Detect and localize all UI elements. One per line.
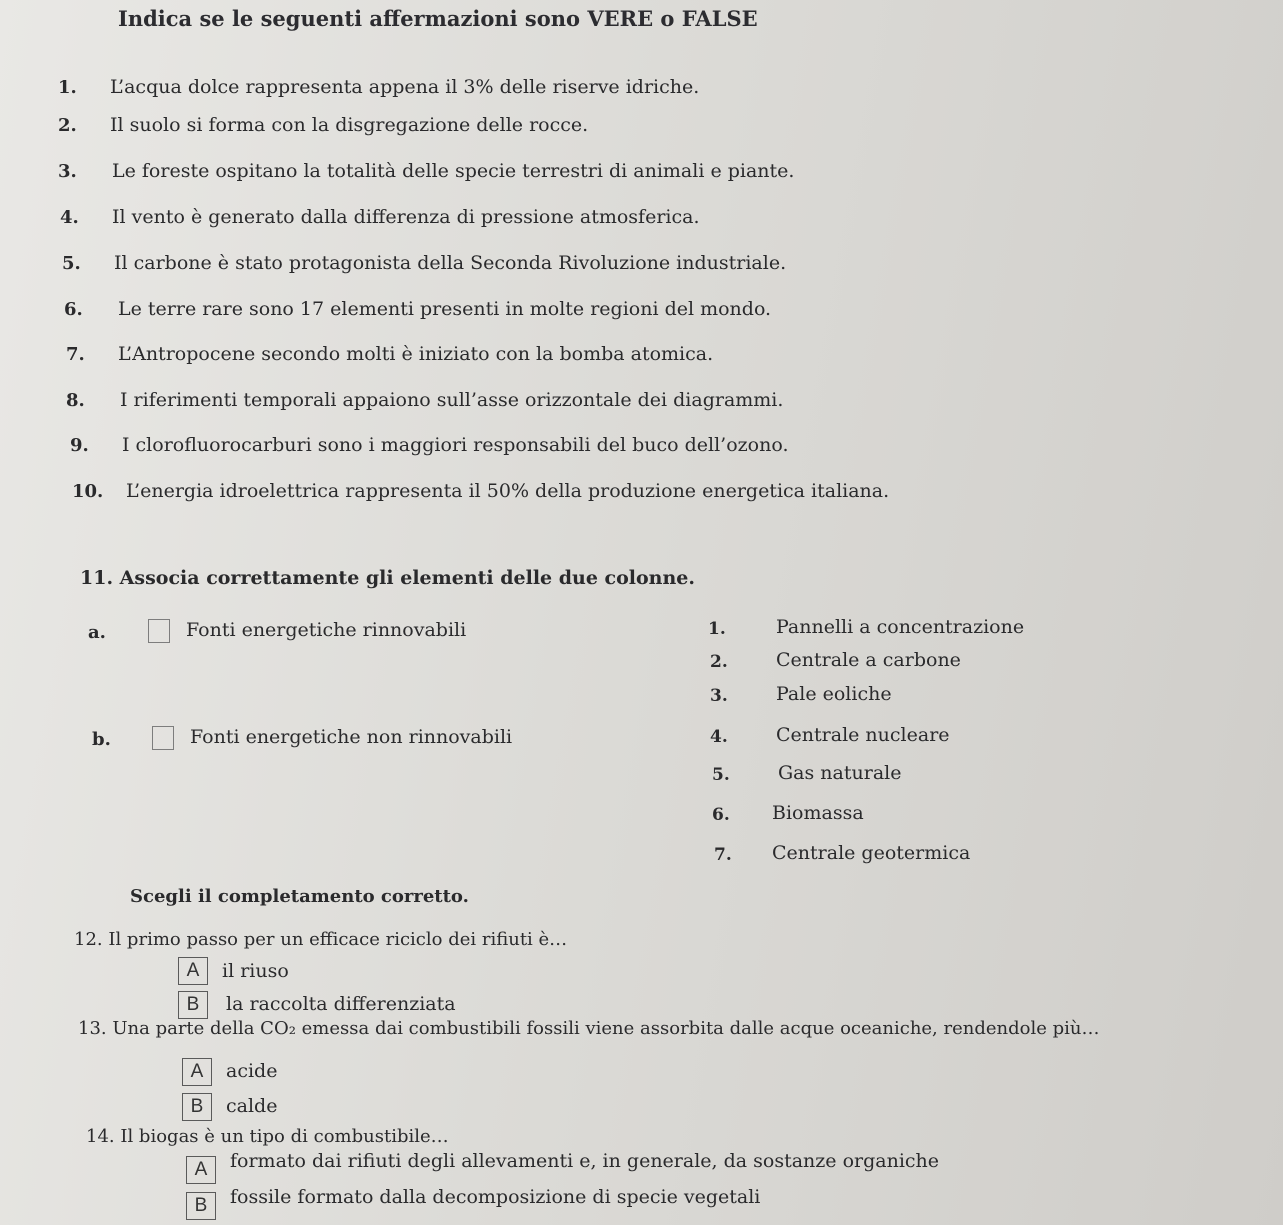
item-number: 2. [58, 115, 77, 136]
option-b-box[interactable]: B [182, 1093, 212, 1121]
right-number: 5. [712, 765, 730, 785]
item-text: L’acqua dolce rappresenta appena il 3% delle riserve idriche. [110, 76, 700, 98]
left-letter: a. [88, 622, 106, 643]
option-text: calde [226, 1095, 278, 1117]
right-label: Centrale geotermica [772, 842, 971, 864]
item-text: I riferimenti temporali appaiono sull’asse orizzontale dei diagrammi. [120, 389, 784, 411]
item-text: Le terre rare sono 17 elementi presenti in molte regioni del mondo. [118, 298, 772, 320]
item-text: L’energia idroelettrica rappresenta il 50% della produzione energetica italiana. [126, 480, 890, 502]
right-number: 6. [712, 805, 730, 825]
right-label: Biomassa [772, 802, 864, 824]
option-b-box[interactable]: B [186, 1192, 216, 1220]
item-number: 6. [64, 299, 83, 320]
list-item [66, 343, 713, 365]
option-b-box[interactable]: B [178, 991, 208, 1019]
question-text: 12. Il primo passo per un efficace riciclo dei rifiuti è… [74, 929, 568, 950]
item-text: I clorofluorocarburi sono i maggiori responsabili del buco dell’ozono. [122, 434, 789, 456]
page-title: Indica se le seguenti affermazioni sono VERE o FALSE [118, 6, 758, 31]
list-item [64, 298, 771, 320]
list-item [60, 206, 700, 228]
right-label: Centrale a carbone [776, 649, 961, 671]
answer-checkbox[interactable] [148, 619, 170, 643]
question-text: 13. Una parte della CO₂ emessa dai combustibili fossili viene assorbita dalle acque oceaniche, rendendole più… [78, 1018, 1100, 1039]
left-label: Fonti energetiche non rinnovabili [190, 726, 513, 748]
item-text: Il carbone è stato protagonista della Seconda Rivoluzione industriale. [114, 252, 787, 274]
item-number: 4. [60, 207, 79, 228]
answer-checkbox[interactable] [152, 726, 174, 750]
option-text: formato dai rifiuti degli allevamenti e, in generale, da sostanze organiche [230, 1150, 940, 1172]
left-label: Fonti energetiche rinnovabili [186, 619, 467, 641]
option-text: la raccolta differenziata [226, 993, 456, 1015]
list-item [58, 76, 699, 98]
item-number: 7. [66, 344, 85, 365]
left-letter: b. [92, 729, 111, 750]
option-a-box[interactable]: A [178, 957, 208, 985]
right-label: Centrale nucleare [776, 724, 950, 746]
right-number: 7. [714, 845, 732, 865]
list-item [58, 114, 588, 136]
right-number: 4. [710, 727, 728, 747]
option-a-box[interactable]: A [182, 1058, 212, 1086]
list-item [62, 252, 786, 274]
option-text: acide [226, 1060, 278, 1082]
right-number: 2. [710, 652, 728, 672]
item-number: 9. [70, 435, 89, 456]
option-text: il riuso [222, 960, 289, 982]
list-item [58, 160, 794, 182]
item-number: 5. [62, 253, 81, 274]
right-number: 1. [708, 619, 726, 639]
item-text: L’Antropocene secondo molti è iniziato con la bomba atomica. [118, 343, 714, 365]
right-label: Pale eoliche [776, 683, 892, 705]
item-number: 1. [58, 77, 77, 98]
question-text: 14. Il biogas è un tipo di combustibile… [86, 1126, 449, 1147]
list-item [72, 480, 889, 502]
item-text: Le foreste ospitano la totalità delle specie terrestri di animali e piante. [112, 160, 795, 182]
item-number: 3. [58, 161, 77, 182]
option-text: fossile formato dalla decomposizione di specie vegetali [230, 1186, 761, 1208]
item-number: 10. [72, 481, 104, 502]
right-label: Gas naturale [778, 762, 902, 784]
right-number: 3. [710, 686, 728, 706]
list-item [66, 389, 783, 411]
item-text: Il vento è generato dalla differenza di pressione atmosferica. [112, 206, 700, 228]
item-number: 8. [66, 390, 85, 411]
right-label: Pannelli a concentrazione [776, 616, 1025, 638]
list-item [70, 434, 788, 456]
option-a-box[interactable]: A [186, 1156, 216, 1184]
matching-heading: 11. Associa correttamente gli elementi delle due colonne. [80, 567, 696, 589]
item-text: Il suolo si forma con la disgregazione delle rocce. [110, 114, 589, 136]
choice-heading: Scegli il completamento corretto. [130, 886, 469, 907]
